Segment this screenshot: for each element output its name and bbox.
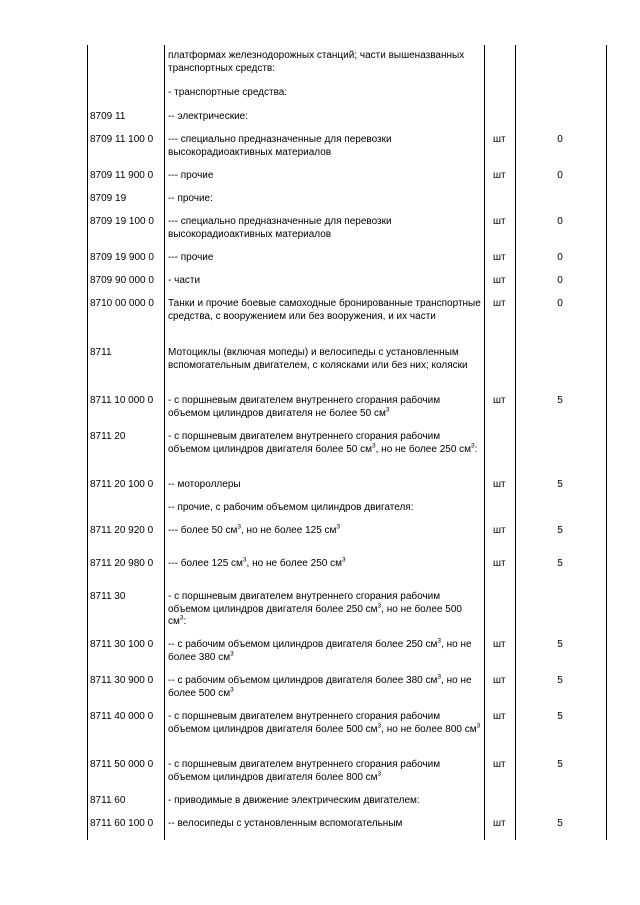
tnved-code: 8709 11 100 0 (90, 134, 154, 145)
tnved-code: 8711 50 000 0 (90, 759, 154, 770)
duty-rate: 5 (557, 675, 563, 686)
tnved-code: 8710 00 000 0 (90, 298, 154, 309)
goods-description: - с поршневым двигателем внутреннего сгорания рабочим объемом цилиндров двигателя не более 50 $см^3$ (168, 395, 441, 419)
unit-of-measure: шт (493, 298, 506, 309)
duty-rate: 0 (557, 298, 563, 309)
tnved-code: 8709 19 900 0 (90, 252, 154, 263)
duty-rate: 0 (557, 170, 563, 181)
table-border-unit (515, 45, 516, 840)
unit-of-measure: шт (493, 216, 506, 227)
goods-description: -- мотороллеры (168, 479, 241, 490)
unit-of-measure: шт (493, 525, 506, 536)
tnved-code: 8711 30 100 0 (90, 639, 154, 650)
duty-rate: 5 (557, 525, 563, 536)
goods-description: - с поршневым двигателем внутреннего сгорания рабочим объемом цилиндров двигателя более 250 $см^3$, но не более 500 $см^3$: (168, 591, 462, 627)
unit-of-measure: шт (493, 395, 506, 406)
tnved-code: 8711 20 100 0 (90, 479, 154, 490)
duty-rate: 5 (557, 639, 563, 650)
tnved-code: 8709 11 900 0 (90, 170, 154, 181)
goods-description: - приводимые в движение электрическим двигателем: (168, 795, 420, 806)
duty-rate: 0 (557, 252, 563, 263)
unit-of-measure: шт (493, 252, 506, 263)
goods-description: --- специально предназначенные для перевозки высокорадиоактивных материалов (168, 134, 392, 158)
tnved-code: 8711 20 (90, 431, 126, 442)
duty-rate: 5 (557, 818, 563, 829)
tnved-code: 8711 10 000 0 (90, 395, 154, 406)
goods-description: Мотоциклы (включая мопеды) и велосипеды с установленным вспомогательным двигателем, с колясками или без них; коляски (168, 347, 468, 371)
unit-of-measure: шт (493, 558, 506, 569)
tnved-code: 8711 30 (90, 591, 126, 602)
duty-rate: 5 (557, 558, 563, 569)
duty-rate: 0 (557, 216, 563, 227)
goods-description: платформах железнодорожных станций; части вышеназванных транспортных средств: (168, 50, 465, 74)
tnved-code: 8709 19 100 0 (90, 216, 154, 227)
goods-description: - транспортные средства: (168, 87, 288, 98)
goods-description: --- прочие (168, 170, 214, 181)
unit-of-measure: шт (493, 759, 506, 770)
table-border-code (164, 45, 165, 840)
unit-of-measure: шт (493, 711, 506, 722)
goods-description: --- более 125 $см^3$, но не более 250 $см^3$ (168, 556, 346, 569)
duty-rate: 5 (557, 759, 563, 770)
duty-rate: 0 (557, 275, 563, 286)
unit-of-measure: шт (493, 639, 506, 650)
goods-description: --- более 50 $см^3$, но не более 125 $см^3$ (168, 523, 341, 536)
goods-description: Танки и прочие боевые самоходные бронированные транспортные средства, с вооружением или без вооружения, и их части (168, 298, 481, 322)
goods-description: -- прочие: (168, 193, 213, 204)
unit-of-measure: шт (493, 479, 506, 490)
unit-of-measure: шт (493, 818, 506, 829)
tnved-code: 8711 20 980 0 (90, 558, 154, 569)
unit-of-measure: шт (493, 134, 506, 145)
duty-rate: 5 (557, 479, 563, 490)
table-border-right (606, 45, 607, 840)
goods-description: - с поршневым двигателем внутреннего сгорания рабочим объемом цилиндров двигателя более 800 $см^3$ (168, 759, 441, 783)
unit-of-measure: шт (493, 675, 506, 686)
goods-description: -- велосипеды с установленным вспомогательным (168, 818, 403, 829)
tnved-code: 8711 20 920 0 (90, 525, 154, 536)
table-border-desc (484, 45, 485, 840)
duty-rate: 5 (557, 395, 563, 406)
goods-description: -- прочие, с рабочим объемом цилиндров двигателя: (168, 502, 414, 513)
duty-rate: 5 (557, 711, 563, 722)
tnved-code: 8711 60 (90, 795, 126, 806)
unit-of-measure: шт (493, 275, 506, 286)
goods-description: - с поршневым двигателем внутреннего сгорания рабочим объемом цилиндров двигателя более 500 $см^3$, но не более 800 $см^3$ (168, 711, 481, 735)
goods-description: - с поршневым двигателем внутреннего сгорания рабочим объемом цилиндров двигателя более 50 $см^3$, но не более 250 $см^3$: (168, 431, 478, 455)
tnved-code: 8711 60 100 0 (90, 818, 154, 829)
duty-rate: 0 (557, 134, 563, 145)
table-border-left (87, 45, 88, 840)
tnved-code: 8709 90 000 0 (90, 275, 154, 286)
goods-description: --- прочие (168, 252, 214, 263)
tnved-code: 8711 (90, 347, 112, 358)
tnved-code: 8709 11 (90, 111, 126, 122)
goods-description: -- с рабочим объемом цилиндров двигателя более 380 $см^3$, но не более 500 $см^3$ (168, 673, 472, 699)
tnved-code: 8711 40 000 0 (90, 711, 154, 722)
goods-description: - части (168, 275, 201, 286)
goods-description: -- электрические: (168, 111, 249, 122)
tnved-code: 8711 30 900 0 (90, 675, 154, 686)
tnved-code: 8709 19 (90, 193, 127, 204)
unit-of-measure: шт (493, 170, 506, 181)
goods-description: --- специально предназначенные для перевозки высокорадиоактивных материалов (168, 216, 392, 240)
goods-description: -- с рабочим объемом цилиндров двигателя более 250 $см^3$, но не более 380 $см^3$ (168, 637, 472, 663)
